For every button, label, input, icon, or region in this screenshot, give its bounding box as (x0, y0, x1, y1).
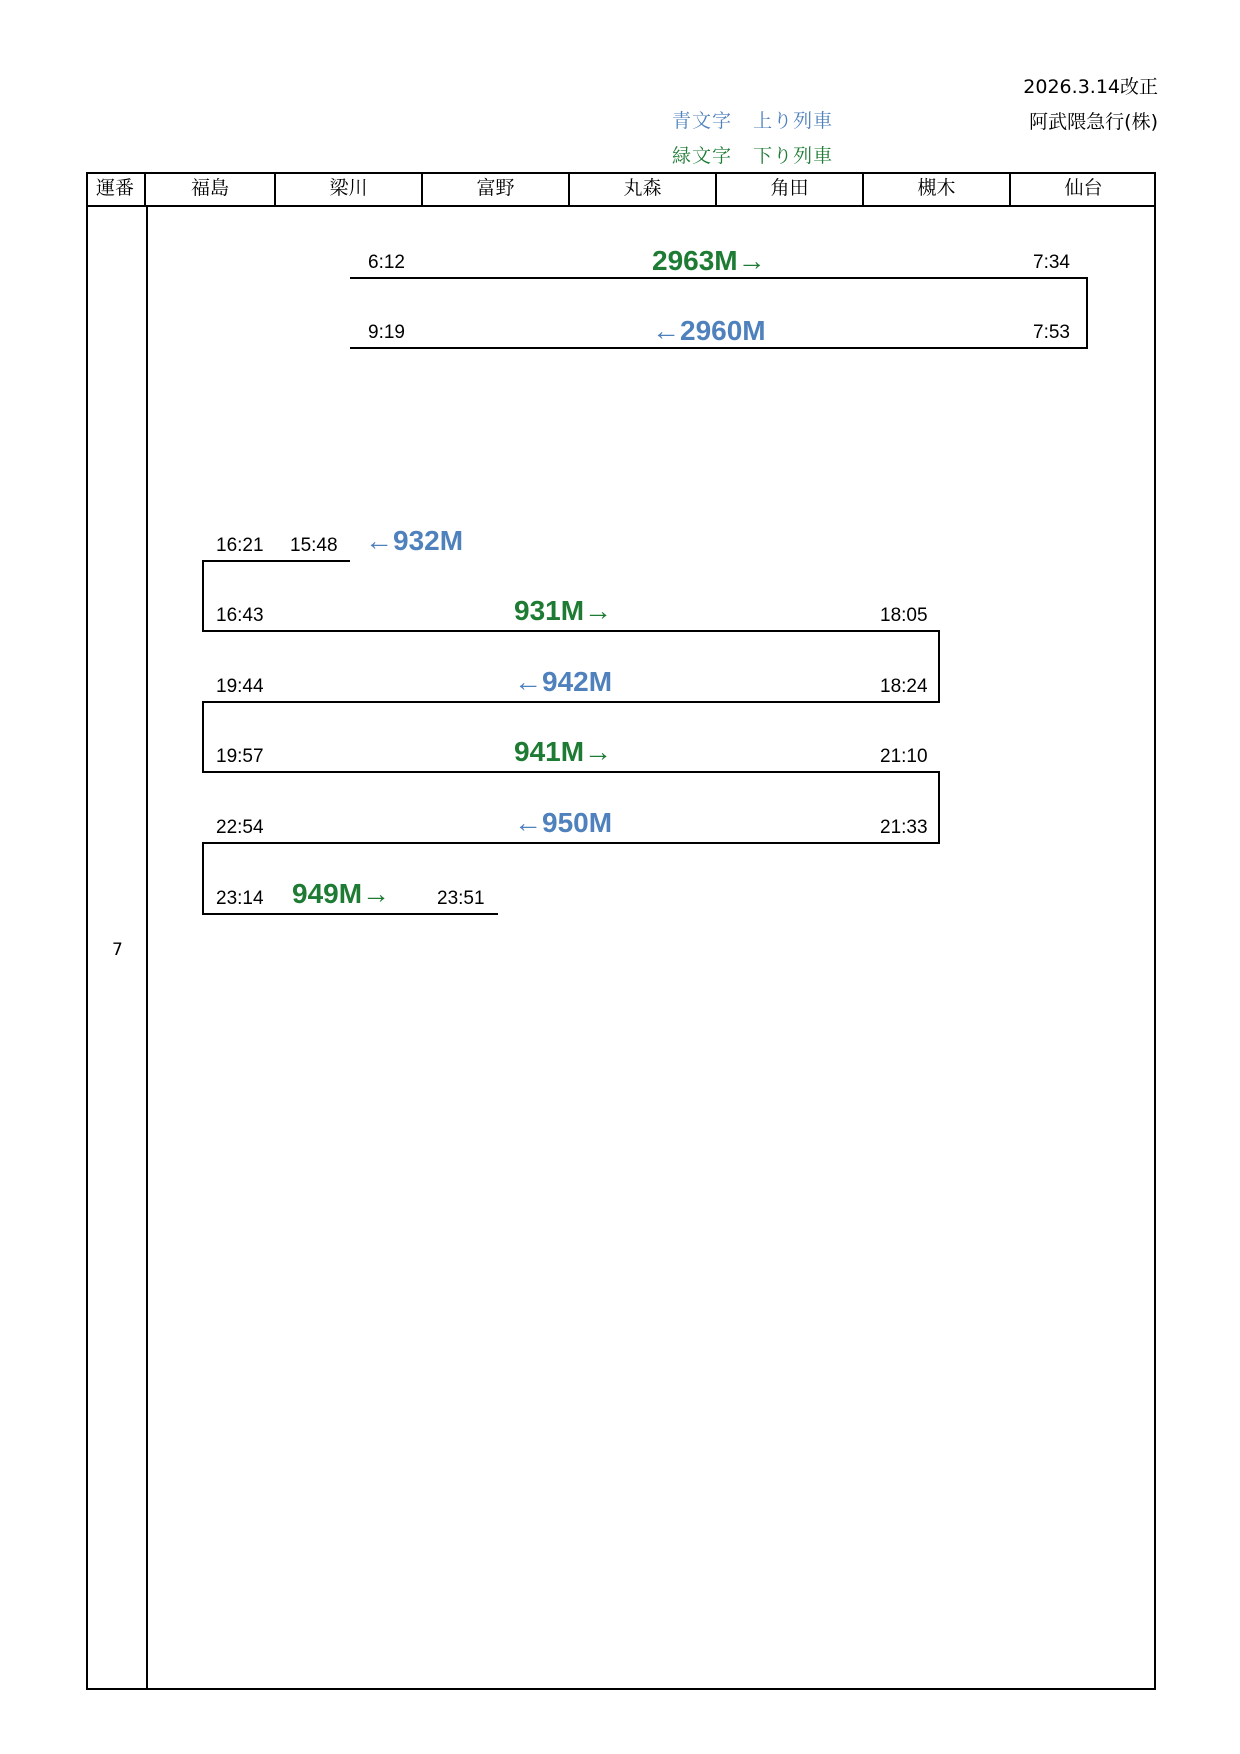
train-run-line (202, 842, 940, 844)
station-yanagawa: 梁川 (276, 172, 423, 205)
time-label: 21:33 (880, 817, 928, 838)
train-run-line (202, 630, 940, 632)
legend-up (672, 106, 833, 133)
timetable-frame (86, 172, 1156, 1690)
turnaround-line (202, 701, 204, 773)
train-run-line (202, 701, 940, 703)
time-label: 21:10 (880, 746, 928, 767)
time-label: 6:12 (368, 252, 405, 273)
time-label: 16:21 (216, 535, 264, 556)
turnaround-line (938, 771, 940, 843)
time-label: 15:48 (290, 535, 338, 556)
turnaround-line (202, 842, 204, 914)
turnaround-line (202, 560, 204, 632)
turnaround-line (938, 630, 940, 702)
station-fukushima: 福島 (146, 172, 276, 205)
legend-up-label: 上り列車 (753, 110, 834, 132)
train-number: 949M→ (292, 878, 391, 909)
train-number: ←2960M (652, 315, 766, 346)
legend-down (672, 141, 833, 168)
train-number: 941M→ (514, 736, 613, 767)
time-label: 18:24 (880, 676, 928, 697)
train-number: ←950M (514, 807, 613, 838)
train-number: 2963M→ (652, 245, 766, 276)
station-tsukinoki: 槻木 (864, 172, 1011, 205)
train-run-line (350, 277, 1088, 279)
time-label: 22:54 (216, 817, 264, 838)
time-label: 9:19 (368, 322, 405, 343)
turnaround-line (1086, 277, 1088, 349)
revision-date: 2026.3.14改正 (1023, 76, 1158, 98)
train-number: ←942M (514, 666, 613, 697)
time-label: 18:05 (880, 605, 928, 626)
col-unit-number: 運番 (86, 172, 146, 205)
time-label: 16:43 (216, 605, 264, 626)
legend-up-prefix: 青文字 (672, 110, 733, 132)
train-run-line (350, 347, 1088, 349)
station-header-row (86, 172, 1156, 207)
time-label: 7:34 (1033, 252, 1070, 273)
train-run-line (202, 560, 350, 562)
station-marumori: 丸森 (570, 172, 717, 205)
train-run-line (202, 913, 498, 915)
time-label: 7:53 (1033, 322, 1070, 343)
legend-down-label: 下り列車 (753, 145, 834, 167)
station-sendai: 仙台 (1064, 177, 1103, 199)
time-label: 23:14 (216, 888, 264, 909)
train-number: ←932M (365, 525, 464, 556)
time-label: 19:57 (216, 746, 264, 767)
unit-column-divider (146, 205, 148, 1690)
train-run-line (202, 771, 940, 773)
unit-number: 7 (112, 940, 123, 960)
legend-down-prefix: 緑文字 (672, 145, 733, 167)
station-kakuda: 角田 (717, 172, 864, 205)
time-label: 19:44 (216, 676, 264, 697)
train-number: 931M→ (514, 595, 613, 626)
company-name: 阿武隈急行(株) (1029, 111, 1158, 133)
time-label: 23:51 (437, 888, 485, 909)
station-tomino: 富野 (423, 172, 570, 205)
